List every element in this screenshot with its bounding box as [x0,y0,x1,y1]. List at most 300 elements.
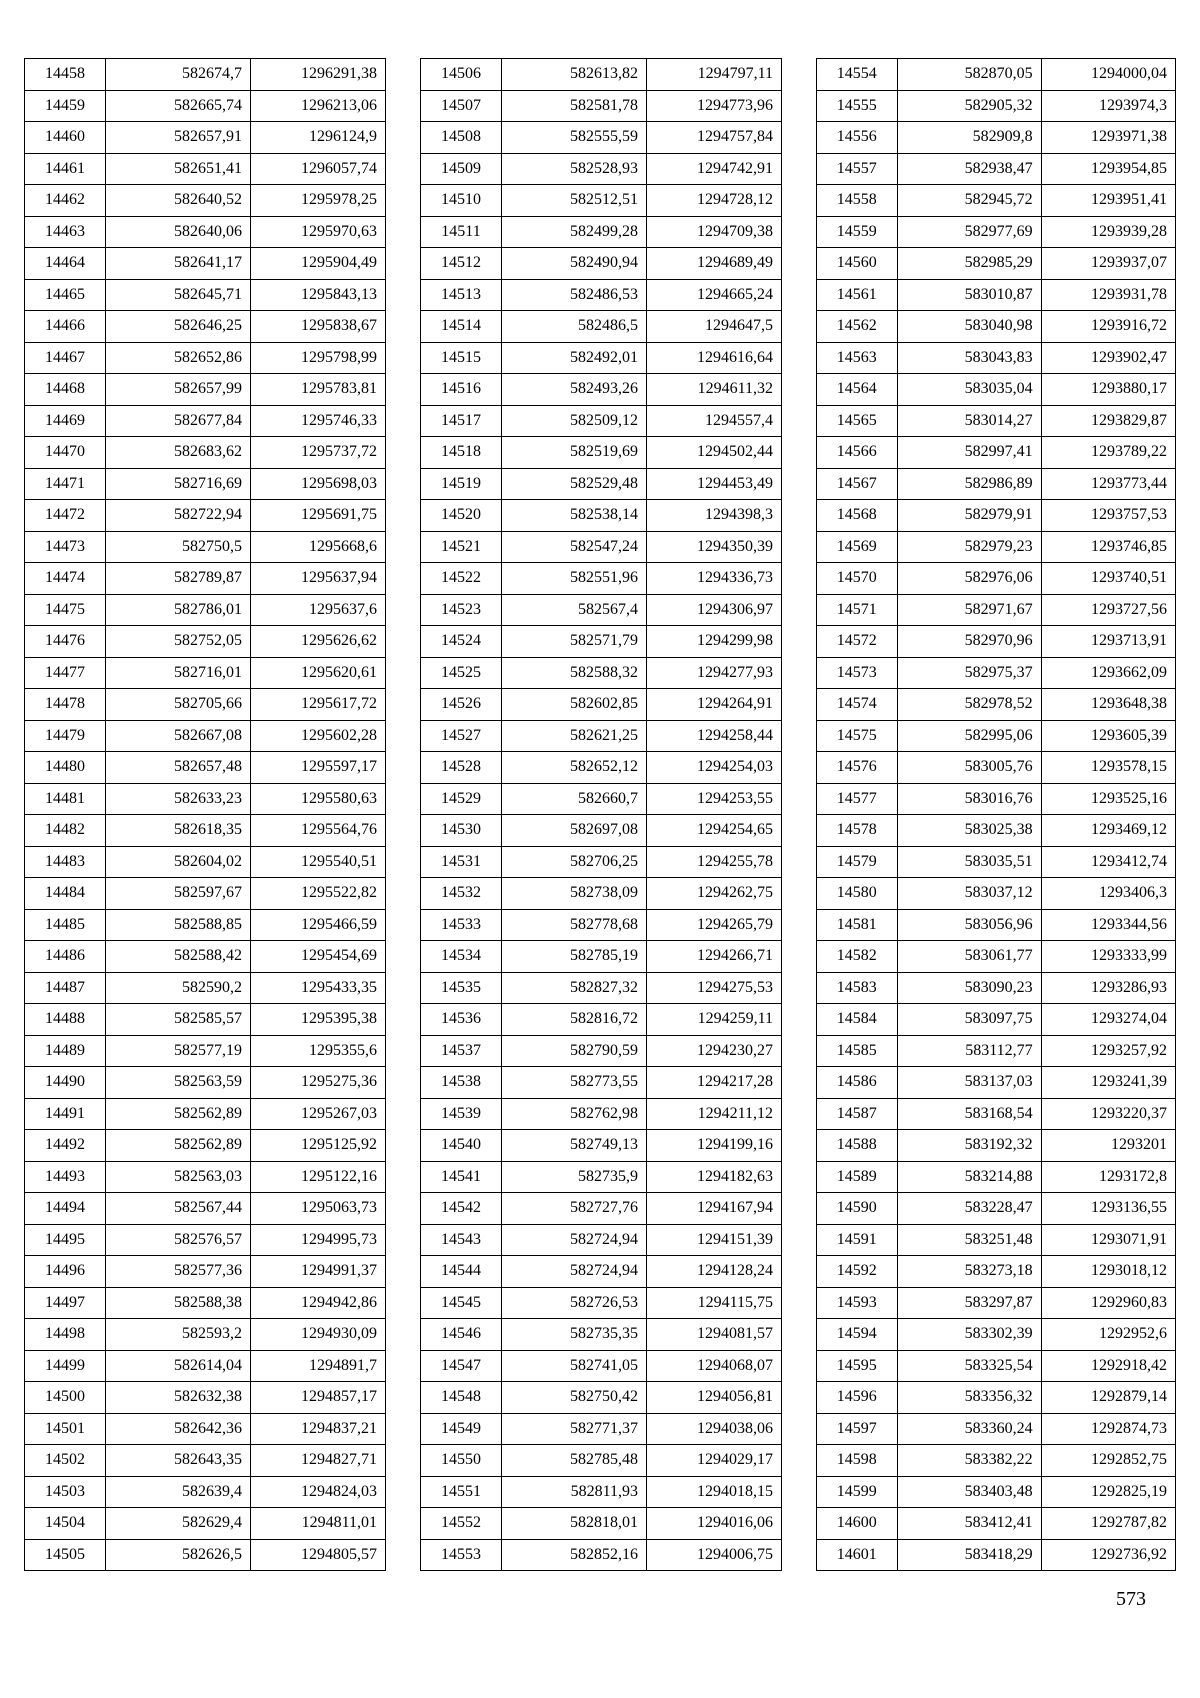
y-coordinate-cell: 1293136,55 [1041,1193,1175,1225]
y-coordinate-cell: 1293648,38 [1041,689,1175,721]
x-coordinate-cell: 582621,25 [502,720,647,752]
x-coordinate-cell: 583360,24 [897,1413,1041,1445]
x-coordinate-cell: 582577,19 [106,1035,251,1067]
point-number-cell: 14590 [817,1193,898,1225]
point-number-cell: 14522 [421,563,502,595]
point-number-cell: 14556 [817,122,898,154]
y-coordinate-cell: 1293525,16 [1041,783,1175,815]
point-number-cell: 14576 [817,752,898,784]
y-coordinate-cell: 1294211,12 [647,1098,782,1130]
y-coordinate-cell: 1294115,75 [647,1287,782,1319]
table-row [25,972,386,1004]
point-number-cell: 14519 [421,468,502,500]
y-coordinate-cell: 1294038,06 [647,1413,782,1445]
y-coordinate-cell: 1294611,32 [647,374,782,406]
x-coordinate-cell: 582567,44 [106,1193,251,1225]
x-coordinate-cell: 582640,06 [106,216,251,248]
y-coordinate-cell: 1294398,3 [647,500,782,532]
x-coordinate-cell: 583382,22 [897,1445,1041,1477]
y-coordinate-cell: 1296124,9 [251,122,386,154]
x-coordinate-cell: 583214,88 [897,1161,1041,1193]
table-row [817,783,1176,815]
table-row [421,1539,782,1571]
x-coordinate-cell: 582562,89 [106,1130,251,1162]
table-row [25,1287,386,1319]
point-number-cell: 14543 [421,1224,502,1256]
point-number-cell: 14458 [25,59,106,91]
point-number-cell: 14572 [817,626,898,658]
table-row [25,752,386,784]
table-row [817,1256,1176,1288]
y-coordinate-cell: 1293469,12 [1041,815,1175,847]
table-row [25,342,386,374]
table-row [25,1508,386,1540]
y-coordinate-cell: 1295626,62 [251,626,386,658]
point-number-cell: 14564 [817,374,898,406]
x-coordinate-cell: 583228,47 [897,1193,1041,1225]
point-number-cell: 14514 [421,311,502,343]
x-coordinate-cell: 582626,5 [106,1539,251,1571]
x-coordinate-cell: 582486,53 [502,279,647,311]
point-number-cell: 14464 [25,248,106,280]
y-coordinate-cell: 1294266,71 [647,941,782,973]
x-coordinate-cell: 583035,51 [897,846,1041,878]
y-coordinate-cell: 1294068,07 [647,1350,782,1382]
point-number-cell: 14470 [25,437,106,469]
point-number-cell: 14469 [25,405,106,437]
point-number-cell: 14518 [421,437,502,469]
y-coordinate-cell: 1295602,28 [251,720,386,752]
x-coordinate-cell: 583412,41 [897,1508,1041,1540]
point-number-cell: 14549 [421,1413,502,1445]
x-coordinate-cell: 582979,23 [897,531,1041,563]
table-row [25,1350,386,1382]
point-number-cell: 14498 [25,1319,106,1351]
table-row [421,594,782,626]
table-row [25,1161,386,1193]
x-coordinate-cell: 582639,4 [106,1476,251,1508]
table-row [25,1413,386,1445]
y-coordinate-cell: 1295617,72 [251,689,386,721]
x-coordinate-cell: 582750,42 [502,1382,647,1414]
x-coordinate-cell: 582738,09 [502,878,647,910]
x-coordinate-cell: 582905,32 [897,90,1041,122]
x-coordinate-cell: 582773,55 [502,1067,647,1099]
y-coordinate-cell: 1293829,87 [1041,405,1175,437]
point-number-cell: 14570 [817,563,898,595]
x-coordinate-cell: 582771,37 [502,1413,647,1445]
y-coordinate-cell: 1293880,17 [1041,374,1175,406]
x-coordinate-cell: 583403,48 [897,1476,1041,1508]
table-row [421,374,782,406]
point-number-cell: 14597 [817,1413,898,1445]
y-coordinate-cell: 1294824,03 [251,1476,386,1508]
x-coordinate-cell: 582629,4 [106,1508,251,1540]
table-row [25,153,386,185]
x-coordinate-cell: 582985,29 [897,248,1041,280]
point-number-cell: 14468 [25,374,106,406]
point-number-cell: 14582 [817,941,898,973]
point-number-cell: 14465 [25,279,106,311]
x-coordinate-cell: 583061,77 [897,941,1041,973]
y-coordinate-cell: 1294665,24 [647,279,782,311]
table-row [817,500,1176,532]
y-coordinate-cell: 1292960,83 [1041,1287,1175,1319]
x-coordinate-cell: 583025,38 [897,815,1041,847]
y-coordinate-cell: 1294689,49 [647,248,782,280]
x-coordinate-cell: 582499,28 [502,216,647,248]
x-coordinate-cell: 582789,87 [106,563,251,595]
y-coordinate-cell: 1294006,75 [647,1539,782,1571]
point-number-cell: 14599 [817,1476,898,1508]
table-row [817,1350,1176,1382]
point-number-cell: 14480 [25,752,106,784]
table-row [817,1539,1176,1571]
x-coordinate-cell: 582818,01 [502,1508,647,1540]
table-row [25,1256,386,1288]
y-coordinate-cell: 1292879,14 [1041,1382,1175,1414]
x-coordinate-cell: 582509,12 [502,405,647,437]
point-number-cell: 14578 [817,815,898,847]
x-coordinate-cell: 582979,91 [897,500,1041,532]
x-coordinate-cell: 582562,89 [106,1098,251,1130]
table-row [817,185,1176,217]
point-number-cell: 14592 [817,1256,898,1288]
y-coordinate-cell: 1295267,03 [251,1098,386,1130]
x-coordinate-cell: 583040,98 [897,311,1041,343]
table-row [817,720,1176,752]
point-number-cell: 14481 [25,783,106,815]
point-number-cell: 14548 [421,1382,502,1414]
table-row [421,59,782,91]
table-row [421,1445,782,1477]
point-number-cell: 14554 [817,59,898,91]
y-coordinate-cell: 1294299,98 [647,626,782,658]
point-number-cell: 14487 [25,972,106,1004]
x-coordinate-cell: 582576,57 [106,1224,251,1256]
table-row [421,1287,782,1319]
y-coordinate-cell: 1293954,85 [1041,153,1175,185]
table-row [25,657,386,689]
table-row [25,1445,386,1477]
point-number-cell: 14557 [817,153,898,185]
y-coordinate-cell: 1292852,75 [1041,1445,1175,1477]
table-row [25,90,386,122]
point-number-cell: 14492 [25,1130,106,1162]
y-coordinate-cell: 1295466,59 [251,909,386,941]
y-coordinate-cell: 1294167,94 [647,1193,782,1225]
x-coordinate-cell: 582588,42 [106,941,251,973]
y-coordinate-cell: 1293578,15 [1041,752,1175,784]
point-number-cell: 14591 [817,1224,898,1256]
point-number-cell: 14566 [817,437,898,469]
x-coordinate-cell: 582577,36 [106,1256,251,1288]
x-coordinate-cell: 583090,23 [897,972,1041,1004]
y-coordinate-cell: 1293740,51 [1041,563,1175,595]
table-row [25,468,386,500]
point-number-cell: 14510 [421,185,502,217]
table-row [817,1445,1176,1477]
table-row [421,90,782,122]
point-number-cell: 14555 [817,90,898,122]
point-number-cell: 14586 [817,1067,898,1099]
point-number-cell: 14467 [25,342,106,374]
table-row [817,626,1176,658]
y-coordinate-cell: 1293971,38 [1041,122,1175,154]
x-coordinate-cell: 582995,06 [897,720,1041,752]
table-row [817,248,1176,280]
y-coordinate-cell: 1295454,69 [251,941,386,973]
y-coordinate-cell: 1294757,84 [647,122,782,154]
y-coordinate-cell: 1292918,42 [1041,1350,1175,1382]
x-coordinate-cell: 582640,52 [106,185,251,217]
x-coordinate-cell: 583137,03 [897,1067,1041,1099]
table-row [421,1098,782,1130]
coordinate-table-1 [24,58,386,1571]
x-coordinate-cell: 582752,05 [106,626,251,658]
point-number-cell: 14559 [817,216,898,248]
table-row [817,657,1176,689]
point-number-cell: 14596 [817,1382,898,1414]
y-coordinate-cell: 1294805,57 [251,1539,386,1571]
x-coordinate-cell: 582716,69 [106,468,251,500]
table-row [421,941,782,973]
x-coordinate-cell: 583273,18 [897,1256,1041,1288]
y-coordinate-cell: 1294264,91 [647,689,782,721]
table-row [25,783,386,815]
x-coordinate-cell: 583035,04 [897,374,1041,406]
x-coordinate-cell: 582724,94 [502,1256,647,1288]
y-coordinate-cell: 1293789,22 [1041,437,1175,469]
x-coordinate-cell: 583325,54 [897,1350,1041,1382]
y-coordinate-cell: 1294336,73 [647,563,782,595]
x-coordinate-cell: 582529,48 [502,468,647,500]
table-row [817,216,1176,248]
x-coordinate-cell: 582735,35 [502,1319,647,1351]
y-coordinate-cell: 1295904,49 [251,248,386,280]
x-coordinate-cell: 582492,01 [502,342,647,374]
point-number-cell: 14550 [421,1445,502,1477]
point-number-cell: 14593 [817,1287,898,1319]
x-coordinate-cell: 582722,94 [106,500,251,532]
x-coordinate-cell: 582652,12 [502,752,647,784]
table-row [25,1035,386,1067]
y-coordinate-cell: 1295433,35 [251,972,386,1004]
point-number-cell: 14588 [817,1130,898,1162]
x-coordinate-cell: 583356,32 [897,1382,1041,1414]
y-coordinate-cell: 1293931,78 [1041,279,1175,311]
y-coordinate-cell: 1293773,44 [1041,468,1175,500]
point-number-cell: 14460 [25,122,106,154]
x-coordinate-cell: 582571,79 [502,626,647,658]
point-number-cell: 14472 [25,500,106,532]
table-row [25,1067,386,1099]
y-coordinate-cell: 1294255,78 [647,846,782,878]
point-number-cell: 14546 [421,1319,502,1351]
table-row [817,59,1176,91]
y-coordinate-cell: 1295395,38 [251,1004,386,1036]
table-row [421,972,782,1004]
point-number-cell: 14577 [817,783,898,815]
table-row [25,846,386,878]
table-row [25,563,386,595]
x-coordinate-cell: 582665,74 [106,90,251,122]
page-number: 573 [1116,1588,1146,1610]
table-row [25,374,386,406]
y-coordinate-cell: 1294811,01 [251,1508,386,1540]
x-coordinate-cell: 582975,37 [897,657,1041,689]
table-row [25,1539,386,1571]
point-number-cell: 14568 [817,500,898,532]
point-number-cell: 14540 [421,1130,502,1162]
y-coordinate-cell: 1295746,33 [251,405,386,437]
y-coordinate-cell: 1296213,06 [251,90,386,122]
x-coordinate-cell: 582677,84 [106,405,251,437]
point-number-cell: 14534 [421,941,502,973]
table-row [421,1130,782,1162]
x-coordinate-cell: 582697,08 [502,815,647,847]
point-number-cell: 14583 [817,972,898,1004]
y-coordinate-cell: 1296291,38 [251,59,386,91]
table-row [817,1098,1176,1130]
table-row [421,1067,782,1099]
x-coordinate-cell: 583302,39 [897,1319,1041,1351]
point-number-cell: 14547 [421,1350,502,1382]
x-coordinate-cell: 583043,83 [897,342,1041,374]
y-coordinate-cell: 1296057,74 [251,153,386,185]
table-row [421,1413,782,1445]
x-coordinate-cell: 582852,16 [502,1539,647,1571]
x-coordinate-cell: 582614,04 [106,1350,251,1382]
table-row [421,1382,782,1414]
x-coordinate-cell: 582811,93 [502,1476,647,1508]
table-row [421,311,782,343]
point-number-cell: 14466 [25,311,106,343]
point-number-cell: 14508 [421,122,502,154]
table-row [817,1508,1176,1540]
point-number-cell: 14486 [25,941,106,973]
point-number-cell: 14488 [25,1004,106,1036]
table-row [25,1224,386,1256]
y-coordinate-cell: 1294991,37 [251,1256,386,1288]
x-coordinate-cell: 583168,54 [897,1098,1041,1130]
point-number-cell: 14515 [421,342,502,374]
table-row [25,720,386,752]
y-coordinate-cell: 1294230,27 [647,1035,782,1067]
y-coordinate-cell: 1293406,3 [1041,878,1175,910]
y-coordinate-cell: 1293937,07 [1041,248,1175,280]
point-number-cell: 14474 [25,563,106,595]
point-number-cell: 14478 [25,689,106,721]
table-row [817,1161,1176,1193]
point-number-cell: 14563 [817,342,898,374]
y-coordinate-cell: 1294016,06 [647,1508,782,1540]
y-coordinate-cell: 1293220,37 [1041,1098,1175,1130]
point-number-cell: 14526 [421,689,502,721]
x-coordinate-cell: 582977,69 [897,216,1041,248]
y-coordinate-cell: 1294199,16 [647,1130,782,1162]
x-coordinate-cell: 582593,2 [106,1319,251,1351]
point-number-cell: 14503 [25,1476,106,1508]
point-number-cell: 14524 [421,626,502,658]
table-row [421,1508,782,1540]
table-row [817,342,1176,374]
table-row [421,689,782,721]
point-number-cell: 14553 [421,1539,502,1571]
x-coordinate-cell: 582555,59 [502,122,647,154]
point-number-cell: 14493 [25,1161,106,1193]
table-row [817,1476,1176,1508]
table-row [421,1193,782,1225]
point-number-cell: 14584 [817,1004,898,1036]
x-coordinate-cell: 582971,67 [897,594,1041,626]
point-number-cell: 14598 [817,1445,898,1477]
point-number-cell: 14575 [817,720,898,752]
coordinate-tables [24,58,1176,1591]
y-coordinate-cell: 1292825,19 [1041,1476,1175,1508]
x-coordinate-cell: 582997,41 [897,437,1041,469]
x-coordinate-cell: 582667,08 [106,720,251,752]
x-coordinate-cell: 582945,72 [897,185,1041,217]
table-row [817,594,1176,626]
y-coordinate-cell: 1295275,36 [251,1067,386,1099]
x-coordinate-cell: 582642,36 [106,1413,251,1445]
table-row [421,1256,782,1288]
table-row [817,153,1176,185]
point-number-cell: 14507 [421,90,502,122]
point-number-cell: 14536 [421,1004,502,1036]
x-coordinate-cell: 582633,23 [106,783,251,815]
y-coordinate-cell: 1294557,4 [647,405,782,437]
y-coordinate-cell: 1294942,86 [251,1287,386,1319]
x-coordinate-cell: 583010,87 [897,279,1041,311]
point-number-cell: 14595 [817,1350,898,1382]
y-coordinate-cell: 1294306,97 [647,594,782,626]
x-coordinate-cell: 582674,7 [106,59,251,91]
table-row [817,1413,1176,1445]
point-number-cell: 14538 [421,1067,502,1099]
y-coordinate-cell: 1294350,39 [647,531,782,563]
y-coordinate-cell: 1293333,99 [1041,941,1175,973]
x-coordinate-cell: 582551,96 [502,563,647,595]
table-row [25,248,386,280]
y-coordinate-cell: 1293018,12 [1041,1256,1175,1288]
x-coordinate-cell: 582683,62 [106,437,251,469]
x-coordinate-cell: 582563,59 [106,1067,251,1099]
y-coordinate-cell: 1295798,99 [251,342,386,374]
x-coordinate-cell: 582909,8 [897,122,1041,154]
point-number-cell: 14482 [25,815,106,847]
point-number-cell: 14473 [25,531,106,563]
table-row [817,878,1176,910]
y-coordinate-cell: 1295597,17 [251,752,386,784]
table-row [421,815,782,847]
x-coordinate-cell: 582816,72 [502,1004,647,1036]
point-number-cell: 14501 [25,1413,106,1445]
x-coordinate-cell: 582588,85 [106,909,251,941]
point-number-cell: 14542 [421,1193,502,1225]
x-coordinate-cell: 582519,69 [502,437,647,469]
point-number-cell: 14521 [421,531,502,563]
table-row [421,248,782,280]
point-number-cell: 14520 [421,500,502,532]
point-number-cell: 14511 [421,216,502,248]
x-coordinate-cell: 583097,75 [897,1004,1041,1036]
x-coordinate-cell: 582651,41 [106,153,251,185]
x-coordinate-cell: 583192,32 [897,1130,1041,1162]
y-coordinate-cell: 1293713,91 [1041,626,1175,658]
x-coordinate-cell: 582741,05 [502,1350,647,1382]
